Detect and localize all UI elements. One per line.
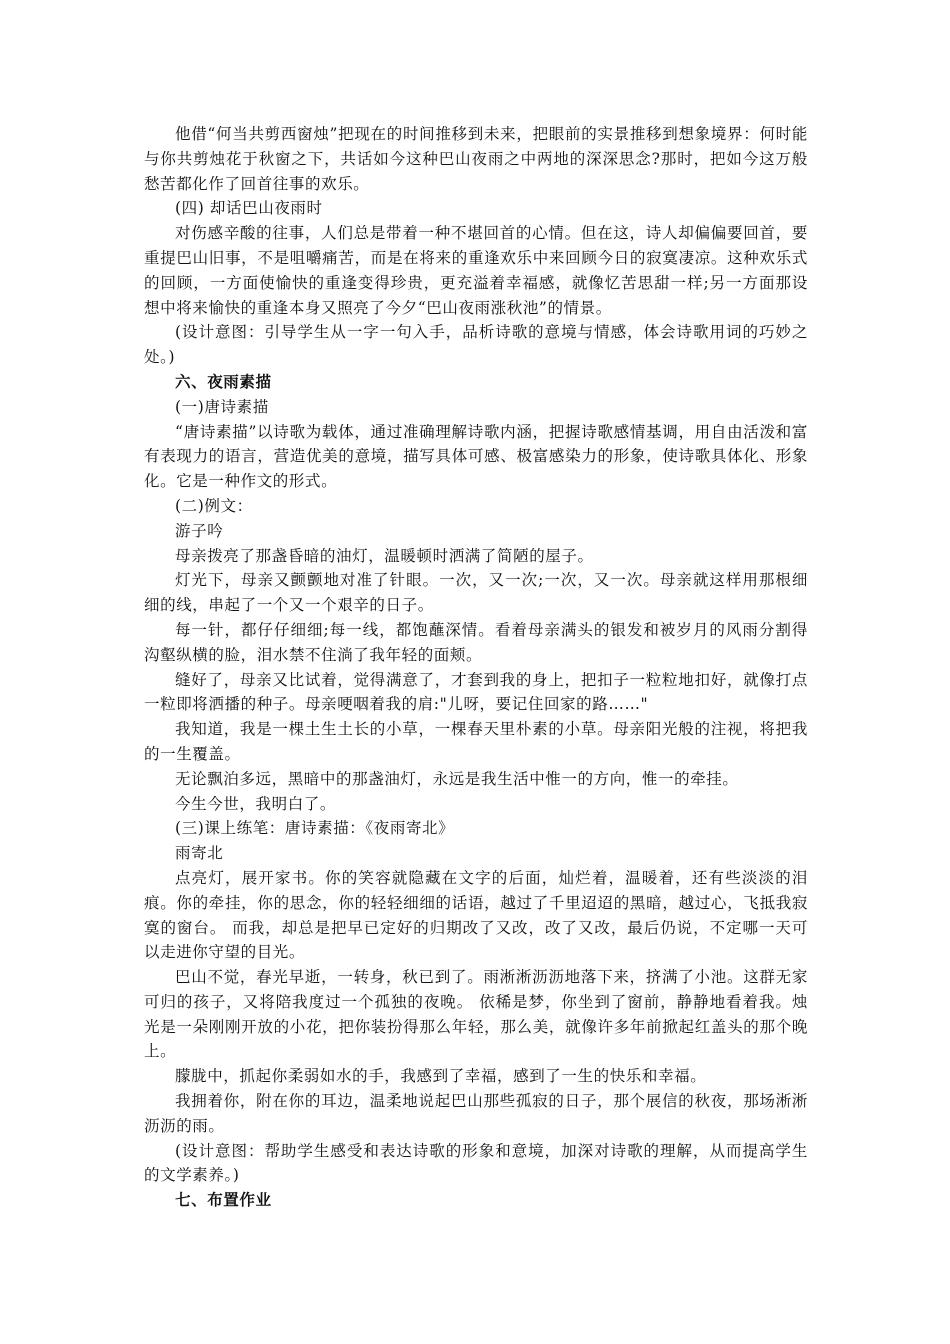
example-title: 游子吟 (175, 521, 224, 540)
paragraph: 母亲拨亮了那盏昏暗的油灯，温暖顿时洒满了简陋的屋子。 (175, 546, 594, 565)
design-intent-note: (设计意图：帮助学生感受和表达诗歌的形象和意境，加深对诗歌的理解，从而提高学生的文学素养。) (144, 1141, 808, 1185)
document-page (144, 122, 808, 1213)
paragraph: 点亮灯，展开家书。你的笑容就隐藏在文字的后面，灿烂着，温暖着，还有些淡淡的泪痕。你的牵挂，你的思念，你的轻轻细细的话语，越过了千里迢迢的黑暗，越过心，飞抵我寂寞的窗台。 而我，却总是把早已定好的归期改了又改，改了又改，最后仍说，不定哪一天可以走进你守望的目光。 (144, 868, 808, 962)
paragraph: 他借“何当共剪西窗烛”把现在的时间推移到未来，把眼前的实景推移到想象境界：何时能与你共剪烛花于秋窗之下，共话如今这种巴山夜雨之中两地的深深思念?那时，把如今这万般愁苦都化作了回首往事的欢乐。 (144, 125, 808, 193)
paragraph: 每一针，都仔仔细细;每一线，都饱蘸深情。看着母亲满头的银发和被岁月的风雨分割得沟壑纵横的脸，泪水禁不住淌了我年轻的面颊。 (144, 620, 808, 664)
paragraph: 无论飘泊多远，黑暗中的那盏油灯，永远是我生活中惟一的方向，惟一的牵挂。 (175, 769, 739, 788)
paragraph: 今生今世，我明白了。 (175, 794, 337, 813)
example-title: 雨寄北 (175, 844, 224, 863)
section-heading: 七、布置作业 (175, 1191, 272, 1210)
section-heading: 六、夜雨素描 (175, 372, 272, 391)
paragraph: 对伤感辛酸的往事，人们总是带着一种不堪回首的心情。但在这，诗人却偏偏要回首，要重提巴山旧事，不是咀嚼痛苦，而是在将来的重逢欢乐中来回顾今日的寂寞凄凉。这种欢乐式的回顾，一方面使愉快的重逢变得珍贵，更充溢着幸福感，就像忆苦思甜一样;另一方面那设想中将来愉快的重逢本身又照亮了今夕“巴山夜雨涨秋池”的情景。 (144, 224, 808, 317)
paragraph: 巴山不觉，春光早逝，一转身，秋已到了。雨淅淅沥沥地落下来，挤满了小池。这群无家可归的孩子，又将陪我度过一个孤独的夜晚。 依稀是梦，你坐到了窗前，静静地看着我。烛光是一朵刚刚开放的小花，把你装扮得那么年轻，那么美，就像许多年前掀起红盖头的那个晚上。 (144, 968, 808, 1061)
subheading: (一)唐诗素描 (175, 397, 269, 416)
paragraph: “唐诗素描”以诗歌为载体，通过准确理解诗歌内涵，把握诗歌感情基调，用自由活泼和富有表现力的语言，营造优美的意境，描写具体可感、极富感染力的形象，使诗歌具体化、形象化。它是一种作文的形式。 (144, 422, 808, 491)
paragraph: 我知道，我是一棵土生土长的小草，一棵春天里朴素的小草。母亲阳光般的注视，将把我的一生覆盖。 (144, 720, 808, 763)
subheading: (四) 却话巴山夜雨时 (175, 199, 323, 218)
paragraph: 我拥着你，附在你的耳边，温柔地说起巴山那些孤寂的日子，那个展信的秋夜，那场淅淅沥沥的雨。 (144, 1092, 808, 1135)
design-intent-note: (设计意图：引导学生从一字一句入手，品析诗歌的意境与情感，体会诗歌用词的巧妙之处。) (144, 323, 808, 367)
paragraph: 缝好了，母亲又比试着，觉得满意了，才套到我的身上，把扣子一粒粒地扣好，就像打点一粒即将洒播的种子。母亲哽咽着我的肩:"儿呀，要记住回家的路……" (144, 670, 808, 714)
paragraph: 灯光下，母亲又颤颤地对准了针眼。一次，又一次;一次，又一次。母亲就这样用那根细细的线，串起了一个又一个艰辛的日子。 (144, 571, 808, 615)
subheading: (二)例文： (175, 496, 253, 515)
paragraph: 朦胧中，抓起你柔弱如水的手，我感到了幸福，感到了一生的快乐和幸福。 (175, 1067, 707, 1086)
subheading: (三)课上练笔：唐诗素描：《夜雨寄北》 (175, 819, 455, 838)
